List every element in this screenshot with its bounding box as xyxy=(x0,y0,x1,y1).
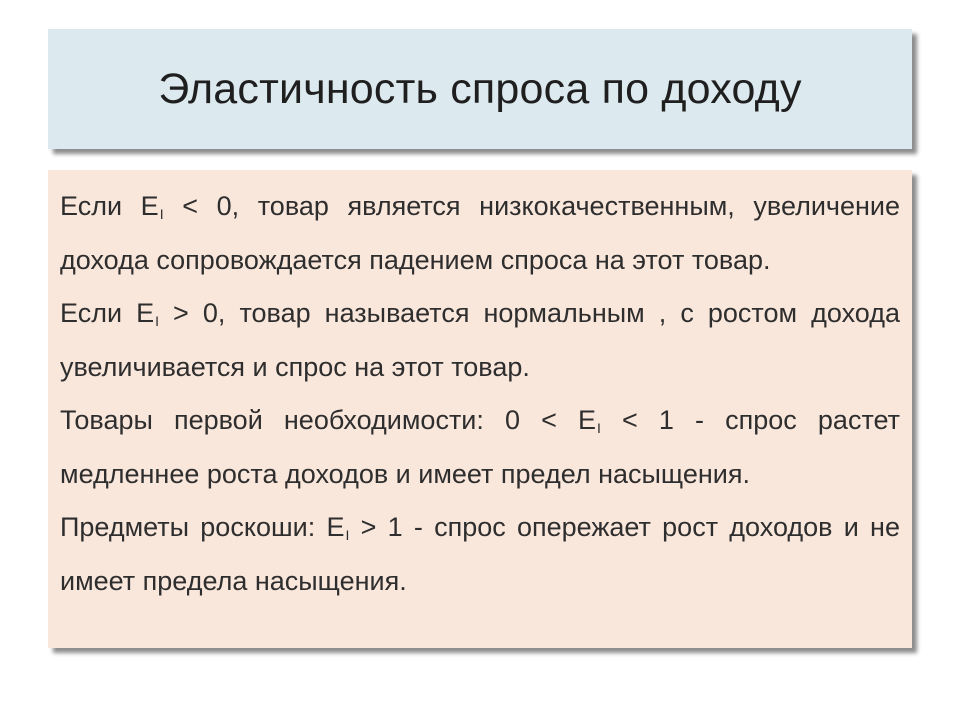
paragraph-inferior-goods xyxy=(60,184,900,283)
paragraph-lead: Если E xyxy=(60,191,159,221)
paragraph-rest: > 1 - спрос опережает рост доходов и не имеет предела насыщения. xyxy=(60,512,900,596)
title-panel xyxy=(48,29,912,149)
paragraph-lead: Если E xyxy=(60,298,155,328)
paragraph-normal-goods xyxy=(60,291,900,390)
page-title: Эластичность спроса по доходу xyxy=(158,64,802,113)
income-subscript: I xyxy=(597,420,601,436)
paragraph-rest: < 0, товар является низкокачественным, увеличение дохода сопровождается падением спроса на этот товар. xyxy=(60,191,901,275)
paragraph-lead: Предметы роскоши: E xyxy=(60,512,345,542)
income-subscript: I xyxy=(155,313,159,329)
income-subscript: I xyxy=(159,206,164,222)
paragraph-rest: > 0, товар называется нормальным , с ростом дохода увеличивается и спрос на этот товар. xyxy=(60,298,900,382)
income-subscript: I xyxy=(345,527,350,543)
paragraph-lead: Товары первой необходимости: 0 < E xyxy=(60,405,597,435)
paragraph-necessities xyxy=(60,398,900,497)
paragraph-rest: < 1 - спрос растет медленнее роста доходов и имеет предел насыщения. xyxy=(60,405,900,489)
content-panel xyxy=(48,170,912,648)
paragraph-luxury-goods xyxy=(60,505,900,604)
